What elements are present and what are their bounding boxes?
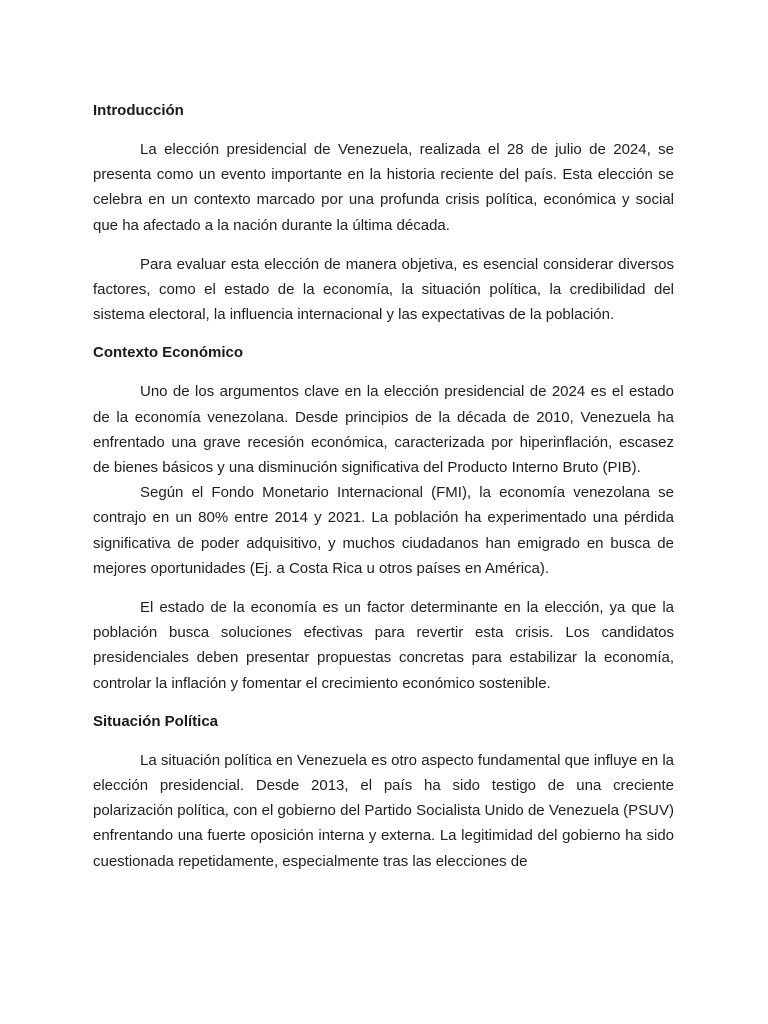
paragraph-intro-1: La elección presidencial de Venezuela, realizada el 28 de julio de 2024, se presenta como un evento importante en la historia reciente del país. Esta elección se celebra en un contexto marcado por una profunda crisis política, económica y social que ha afectado a la nación durante la última década. — [93, 141, 674, 234]
heading-contexto-economico: Contexto Económico — [93, 344, 244, 362]
heading-situacion-politica: Situación Política — [93, 712, 219, 730]
paragraph-economia-2: Según el Fondo Monetario Internacional (FMI), la economía venezolana se contrajo en un 80% entre 2014 y 2021. La población ha experimentado una pérdida significativa de poder adquisitivo, y muchos ciudadanos han emigrado en busca de mejores oportunidades (Ej. a Costa Rica u otros países en América). — [93, 484, 674, 577]
paragraph-economia-1: Uno de los argumentos clave en la elección presidencial de 2024 es el estado de la economía venezolana. Desde principios de la década de 2010, Venezuela ha enfrentado una grave recesión económica, caracterizada por hiperinflación, escasez de bienes básicos y una disminución significativa del Producto Interno Bruto (PIB). — [93, 383, 674, 477]
paragraph-politica-1: La situación política en Venezuela es otro aspecto fundamental que influye en la elección presidencial. Desde 2013, el país ha sido testigo de una creciente polarización política, con el gobierno del Partido Socialista Unido de Venezuela (PSUV) enfrentando una fuerte oposición interna y externa. La legitimidad del gobierno ha sido cuestionada repetidamente, especialmente tras las elecciones de — [93, 751, 674, 870]
heading-introduccion: Introducción — [93, 102, 184, 119]
paragraph-economia-3: El estado de la economía es un factor determinante en la elección, ya que la población busca soluciones efectivas para revertir esta crisis. Los candidatos presidenciales deben presentar propuestas concretas para estabilizar la economía, controlar la inflación y fomentar el crecimiento económico sostenible. — [93, 599, 674, 692]
paragraph-intro-2: Para evaluar esta elección de manera objetiva, es esencial considerar diversos factores, como el estado de la economía, la situación política, la credibilidad del sistema electoral, la influencia internacional y las expectativas de la población. — [93, 255, 674, 324]
